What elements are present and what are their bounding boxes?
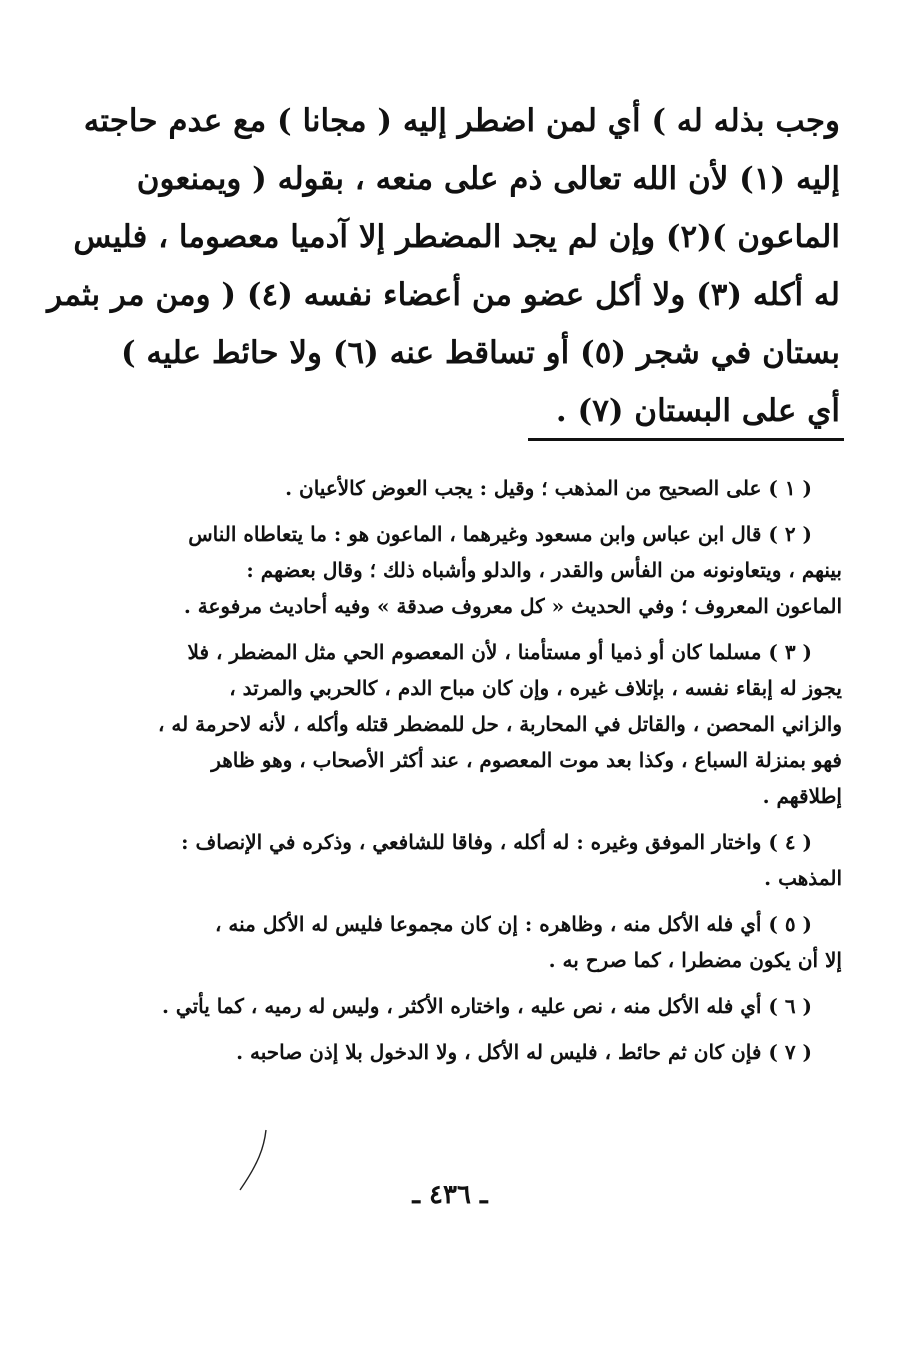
footnote-line: يجوز له إبقاء نفسه ، بإتلاف غيره ، وإن كان مباح الدم ، كالحربي والمرتد ، <box>229 676 842 700</box>
main-text-line: الماعون )(٢) وإن لم يجد المضطر إلا آدميا معصوما ، فليس <box>73 219 840 255</box>
footnote-line: ( ٧ ) فإن كان ثم حائط ، فليس له الأكل ، ولا الدخول بلا إذن صاحبه . <box>236 1040 812 1064</box>
footnote-line: إطلاقهم . <box>762 784 842 808</box>
footnote-line: بينهم ، ويتعاونونه من الفأس والقدر ، والدلو وأشباه ذلك ؛ وقال بعضهم : <box>246 558 842 582</box>
footnote-line: ( ٥ ) أي فله الأكل منه ، وظاهره : إن كان مجموعا فليس له الأكل منه ، <box>214 912 812 936</box>
main-text-line: وجب بذله له ) أي لمن اضطر إليه ( مجانا ) مع عدم حاجته <box>83 103 840 139</box>
footnote-separator-rule <box>528 438 844 441</box>
main-text-line: إليه (١) لأن الله تعالى ذم على منعه ، بقوله ( ويمنعون <box>136 161 840 197</box>
footnote-line: ( ٦ ) أي فله الأكل منه ، نص عليه ، واختاره الأكثر ، وليس له رميه ، كما يأتي . <box>161 994 812 1018</box>
footnote-4 <box>108 824 842 896</box>
footnote-line: والزاني المحصن ، والقاتل في المحاربة ، حل للمضطر قتله وأكله ، لأنه لاحرمة له ، <box>157 712 842 736</box>
footnote-5 <box>108 906 842 978</box>
main-text-line: أي على البستان (٧) . <box>555 393 840 429</box>
footnote-7 <box>108 1034 842 1070</box>
main-text-block <box>47 92 840 440</box>
footnote-line: ( ٤ ) واختار الموفق وغيره : له أكله ، وفاقا للشافعي ، وذكره في الإنصاف : <box>181 830 812 854</box>
footnote-3 <box>108 634 842 814</box>
footnote-6 <box>108 988 842 1024</box>
footnote-1 <box>108 470 842 506</box>
footnote-line: إلا أن يكون مضطرا ، كما صرح به . <box>548 948 842 972</box>
page-number: ـ ٤٣٦ ـ <box>412 1180 488 1210</box>
main-text-line: بستان في شجر (٥) أو تساقط عنه (٦) ولا حائط عليه ) <box>120 335 840 371</box>
footnote-line: ( ١ ) على الصحيح من المذهب ؛ وقيل : يجب العوض كالأعيان . <box>285 476 812 500</box>
main-text-line: له أكله (٣) ولا أكل عضو من أعضاء نفسه (٤) ( ومن مر بثمر <box>47 277 840 313</box>
footnote-line: ( ٢ ) قال ابن عباس وابن مسعود وغيرهما ، الماعون هو : ما يتعاطاه الناس <box>188 522 812 546</box>
footnote-line: الماعون المعروف ؛ وفي الحديث « كل معروف صدقة » وفيه أحاديث مرفوعة . <box>183 594 842 618</box>
footnote-line: فهو بمنزلة السباع ، وكذا بعد موت المعصوم ، عند أكثر الأصحاب ، وهو ظاهر <box>211 748 842 772</box>
footnotes-section <box>108 470 842 1080</box>
footnote-line: ( ٣ ) مسلما كان أو ذميا أو مستأمنا ، لأن المعصوم الحي مثل المضطر ، فلا <box>187 640 812 664</box>
footnote-line: المذهب . <box>764 866 842 890</box>
footnote-2 <box>108 516 842 624</box>
